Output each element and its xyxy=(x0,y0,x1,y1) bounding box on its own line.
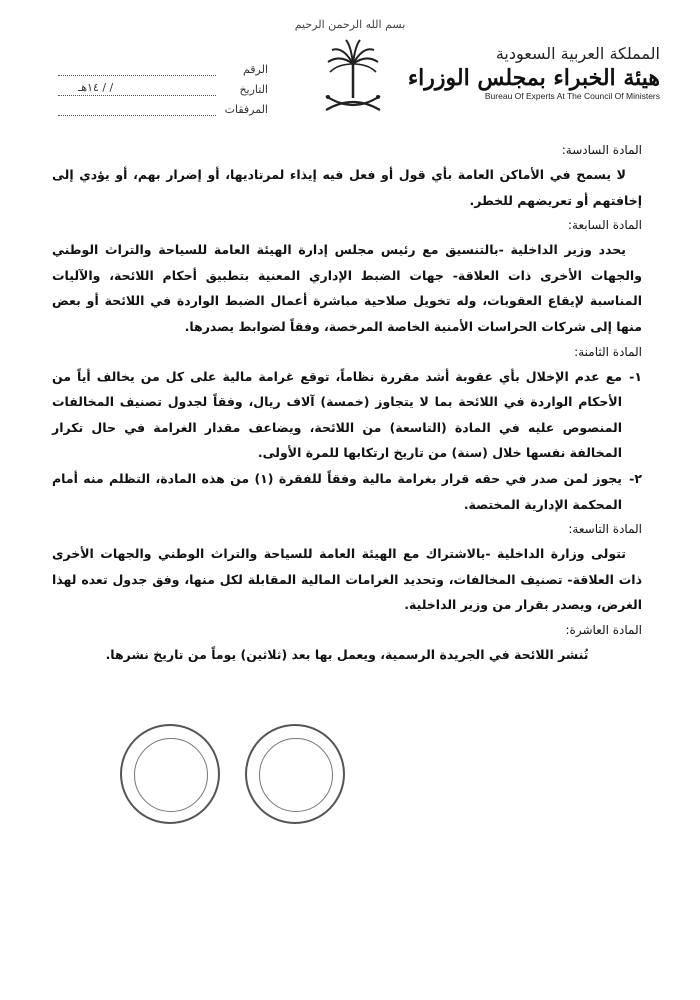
seal-inner-ring xyxy=(259,738,333,812)
meta-number-row xyxy=(58,56,268,76)
article-7-heading: المادة السابعة: xyxy=(568,218,642,233)
bureau-name-english: Bureau Of Experts At The Council Of Ministers xyxy=(484,91,660,101)
article-6-text: لا يسمح في الأماكن العامة بأي قول أو فعل فيه إيذاء لمرتاديها، أو إضرار بهم، أو يؤدي إلى إخافتهم أو تعريضهم للخطر. xyxy=(52,167,642,208)
item-text: يجوز لمن صدر في حقه قرار بغرامة مالية وفقاً للفقرة (١) من هذه المادة، التظلم منه أمام المحكمة الإدارية المختصة. xyxy=(52,470,622,512)
article-6-heading: المادة السادسة: xyxy=(561,143,642,157)
seal-inner-ring xyxy=(134,738,208,812)
basmala: بسم الله الرحمن الرحيم xyxy=(294,18,406,31)
saudi-emblem-icon xyxy=(318,36,388,116)
letter-meta xyxy=(58,56,268,116)
article-8-item-2 xyxy=(52,466,642,517)
bureau-name-arabic: هيئة الخبراء بمجلس الوزراء xyxy=(407,65,660,91)
official-seal-stamp xyxy=(245,724,345,824)
article-10-heading: المادة العاشرة: xyxy=(565,622,642,637)
date-field-line xyxy=(58,82,216,96)
item-number: ١- xyxy=(629,368,642,384)
date-label: التاريخ xyxy=(239,83,268,96)
attachments-label: المرفقات xyxy=(224,103,268,116)
item-number: ٢- xyxy=(629,470,642,486)
date-value: / / ١٤هـ xyxy=(78,81,114,94)
regulation-body xyxy=(52,138,642,668)
number-field-line xyxy=(58,62,216,76)
article-9-heading: المادة التاسعة: xyxy=(568,522,642,537)
article-9-text: تتولى وزارة الداخلية -بالاشتراك مع الهيئة العامة للسياحة والتراث الوطني والجهات الأخرى ذات العلاقة- تصنيف المخالفات، وتحديد الغرامات المالية المقابلة لكل منها، وفق جدول تعده لهذا الغرض، ويصدر بقرار من وزير الداخلية. xyxy=(52,546,642,613)
meta-date-row xyxy=(58,76,268,96)
official-seal-stamp xyxy=(120,724,220,824)
meta-attachments-row xyxy=(58,96,268,116)
article-7-text: يحدد وزير الداخلية -بالتنسيق مع رئيس مجلس إدارة الهيئة العامة للسياحة والتراث الوطني والجهات الأخرى ذات العلاقة- جهات الضبط الإداري المعنية بتطبيق أحكام اللائحة، والآليات المناسبة لإيقاع العقوبات، وله تخويل صلاحية مباشرة أعمال الضبط الواردة في اللائحة أو بعض منها إلى شركات الحراسات الأمنية الخاصة المرخصة، وفقاً لضوابط يصدرها. xyxy=(52,242,642,334)
article-10-text: تُنشر اللائحة في الجريدة الرسمية، ويعمل بها بعد (ثلاثين) يوماً من تاريخ نشرها. xyxy=(105,646,589,662)
article-8-heading: المادة الثامنة: xyxy=(574,344,642,359)
article-8-item-1 xyxy=(52,364,642,466)
organization-header xyxy=(407,44,660,101)
attachments-field-line xyxy=(58,102,216,116)
number-label: الرقم xyxy=(242,63,268,76)
item-text: مع عدم الإخلال بأي عقوبة أشد مقررة نظاماً، توقع غرامة مالية على كل من يخالف أياً من الأحكام الواردة في اللائحة بما لا يتجاوز (خمسة) آلاف ريال، وفقاً لجدول تصنيف المخالفات المنصوص عليه في المادة (التاسعة) من اللائحة، ويضاعف مقدار الغرامة في حال تكرار المخالفة نفسها خلال (سنة) من تاريخ ارتكابها للمرة الأولى. xyxy=(52,368,622,461)
kingdom-name: المملكة العربية السعودية xyxy=(495,44,660,63)
